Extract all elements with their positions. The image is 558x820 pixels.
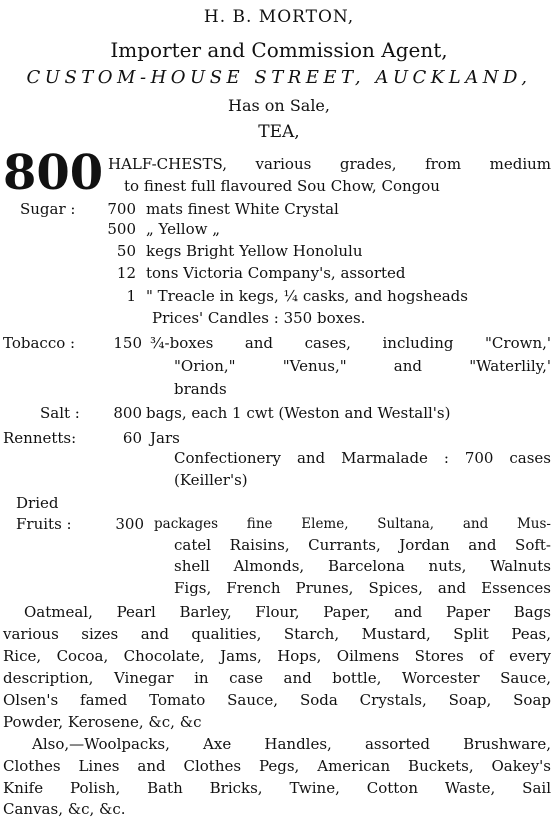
- dried-fruits-line: Figs, French Prunes, Spices, and Essences: [174, 579, 551, 597]
- dried-fruits-qty: 300: [115, 515, 144, 533]
- also-line: Clothes Lines and Clothes Pegs, American Buckets, Oakey's: [3, 757, 551, 775]
- sugar-item: kegs Bright Yellow Honolulu: [146, 242, 363, 260]
- dried-fruits-line: catel Raisins, Currants, Jordan and Soft-: [174, 536, 551, 554]
- rennetts-item: Jars: [150, 429, 180, 447]
- sugar-qty: 700: [107, 200, 136, 218]
- sugar-item: „ Yellow „: [146, 220, 221, 238]
- also-line: Also,—Woolpacks, Axe Handles, assorted Brushware,: [32, 735, 551, 753]
- sugar-qty: 12: [116, 264, 136, 282]
- tobacco-line-1: ¾-boxes and cases, including "Crown,': [150, 334, 551, 352]
- confectionery-line-1: Confectionery and Marmalade : 700 cases: [174, 449, 551, 467]
- sugar-item: tons Victoria Company's, assorted: [146, 264, 406, 282]
- sugar-qty: 50: [116, 242, 136, 260]
- oatmeal-line: Oatmeal, Pearl Barley, Flour, Paper, and Paper Bags: [24, 603, 551, 621]
- candles-line: Prices' Candles : 350 boxes.: [152, 309, 366, 327]
- tea-line-1: HALF-CHESTS, various grades, from medium: [108, 155, 551, 173]
- sugar-item: mats finest White Crystal: [146, 200, 339, 218]
- tea-line-2: to finest full flavoured Sou Chow, Congou: [124, 177, 440, 195]
- salt-qty: 800: [113, 404, 142, 422]
- tobacco-label: Tobacco :: [3, 334, 76, 352]
- oatmeal-line: description, Vinegar in case and bottle, Worcester Sauce,: [3, 669, 551, 687]
- confectionery-line-2: (Keiller's): [174, 471, 248, 489]
- sugar-label: Sugar :: [20, 200, 76, 218]
- oatmeal-line: Rice, Cocoa, Chocolate, Jams, Hops, Oilmens Stores of every: [3, 647, 551, 665]
- also-line: Knife Polish, Bath Bricks, Twine, Cotton Waste, Sail: [3, 779, 551, 797]
- also-line: Canvas, &c, &c.: [3, 800, 126, 818]
- on-sale-heading: Has on Sale,: [228, 96, 330, 115]
- salt-item: bags, each 1 cwt (Weston and Westall's): [146, 404, 451, 422]
- rennetts-qty: 60: [122, 429, 142, 447]
- oatmeal-line: various sizes and qualities, Starch, Mustard, Split Peas,: [3, 625, 551, 643]
- dried-fruits-label: Fruits :: [16, 515, 72, 533]
- business-title: Importer and Commission Agent,: [110, 38, 448, 62]
- dried-fruits-line: packages fine Eleme, Sultana, and Mus-: [154, 516, 551, 532]
- tobacco-line-2: "Orion," "Venus," and "Waterlily,': [174, 357, 551, 375]
- dried-fruits-line: shell Almonds, Barcelona nuts, Walnuts: [174, 557, 551, 575]
- oatmeal-line: Powder, Kerosene, &c, &c: [3, 713, 202, 731]
- rennetts-label: Rennetts:: [3, 429, 77, 447]
- sugar-item: " Treacle in kegs, ¼ casks, and hogsheads: [146, 287, 468, 305]
- tobacco-qty: 150: [113, 334, 142, 352]
- tea-quantity: 800: [3, 145, 104, 201]
- merchant-name: H. B. MORTON,: [203, 7, 355, 27]
- tobacco-line-3: brands: [174, 380, 227, 398]
- sugar-qty: 1: [126, 287, 136, 305]
- dried-fruits-label: Dried: [16, 494, 59, 512]
- business-address: CUSTOM-HOUSE STREET, AUCKLAND,: [26, 67, 532, 88]
- tea-heading: TEA,: [258, 122, 300, 142]
- salt-label: Salt :: [40, 404, 80, 422]
- oatmeal-line: Olsen's famed Tomato Sauce, Soda Crystals, Soap, Soap: [3, 691, 551, 709]
- sugar-qty: 500: [107, 220, 136, 238]
